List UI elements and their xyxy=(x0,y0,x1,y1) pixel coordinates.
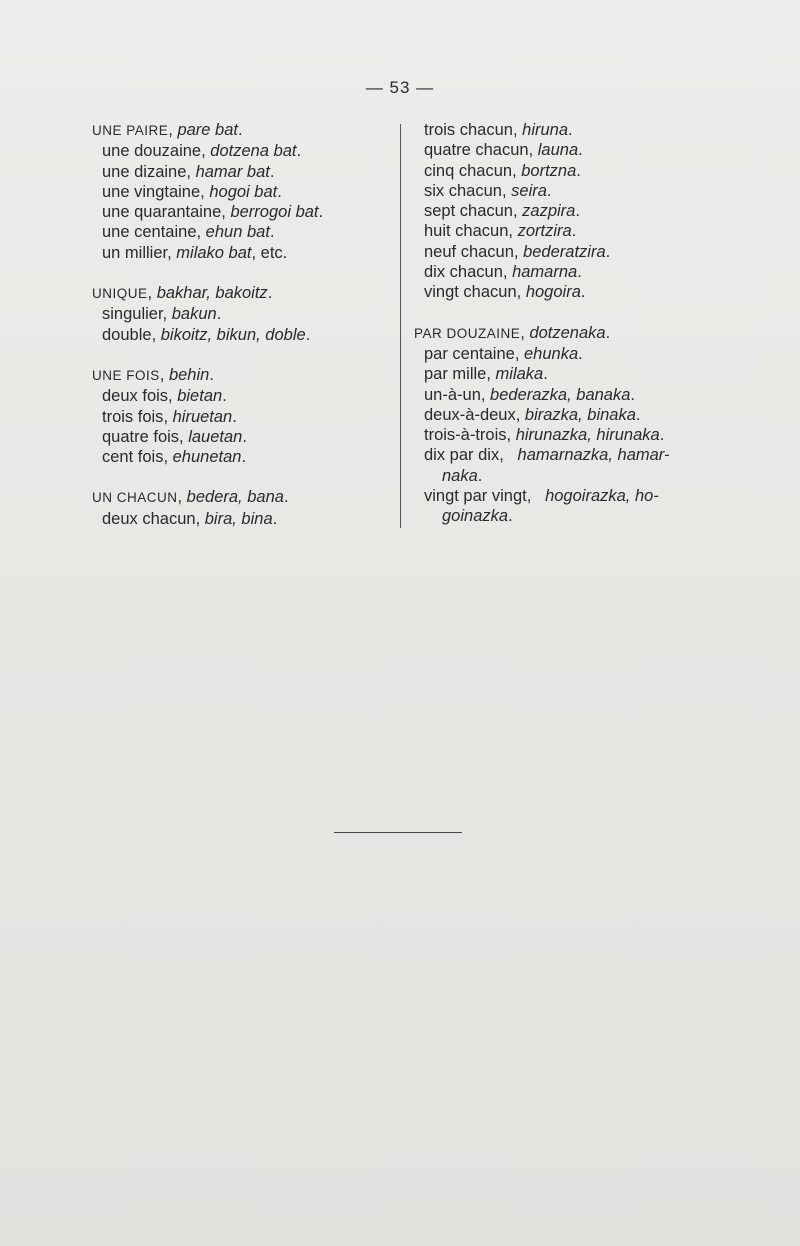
separator: , xyxy=(486,365,496,384)
french-term: deux chacun xyxy=(102,509,196,528)
basque-term: dotzenaka xyxy=(529,323,606,342)
french-term: cinq chacun xyxy=(424,161,513,180)
basque-term: hogoi bat xyxy=(209,182,278,201)
separator: , xyxy=(502,263,513,282)
entry-line xyxy=(414,405,714,425)
entry-line xyxy=(414,425,714,445)
french-term: UNE FOIS xyxy=(92,367,160,383)
french-term: trois fois xyxy=(102,407,164,426)
basque-term: bedera, bana xyxy=(186,488,284,507)
entry-ending: . xyxy=(578,344,583,363)
right-column xyxy=(414,120,714,527)
basque-term: bederatzira xyxy=(523,242,606,261)
entry-line xyxy=(414,221,714,241)
entry-ending: . xyxy=(477,466,483,485)
entry-line xyxy=(92,427,392,447)
entry-ending: . xyxy=(571,222,577,241)
entry-line xyxy=(92,182,392,202)
entry-ending: . xyxy=(216,305,222,324)
separator: , xyxy=(200,182,210,201)
separator: , xyxy=(168,387,178,406)
french-term: trois-à-trois xyxy=(424,426,507,445)
entry-line xyxy=(92,202,392,222)
entry-ending: . xyxy=(508,507,513,526)
entry-ending: . xyxy=(568,121,573,139)
entry-ending: . xyxy=(237,121,243,139)
french-term: trois chacun xyxy=(424,121,513,139)
entry-ending: . xyxy=(267,284,273,303)
separator: , xyxy=(162,305,172,324)
entry-ending: . xyxy=(630,385,635,404)
entry-ending: . xyxy=(578,141,583,160)
basque-term: bakun xyxy=(171,305,217,324)
entry-ending: . xyxy=(296,142,302,161)
entry-line xyxy=(414,282,714,302)
basque-term: bederazka, banaka xyxy=(490,385,631,404)
entry-heading xyxy=(92,283,392,304)
separator: , xyxy=(168,121,178,139)
separator: , xyxy=(186,162,196,181)
page-number: — 53 — xyxy=(365,78,435,97)
entry-ending: . xyxy=(580,283,586,302)
entry-line xyxy=(92,509,392,529)
separator: , xyxy=(520,323,530,342)
separator: , xyxy=(499,446,518,465)
entry-ending: . xyxy=(269,162,275,181)
french-term: une dizaine xyxy=(102,162,187,181)
basque-term: milako bat xyxy=(176,243,252,262)
basque-term: hamar bat xyxy=(195,162,270,181)
french-term: vingt chacun xyxy=(424,283,517,302)
entry-ending: . xyxy=(576,161,581,180)
entry-line xyxy=(92,407,392,427)
entry-line xyxy=(414,445,714,465)
basque-term: hamarna xyxy=(512,263,578,282)
separator: , xyxy=(167,243,177,262)
french-term: sept chacun xyxy=(424,202,513,221)
french-term: deux-à-deux xyxy=(424,405,516,424)
separator: , xyxy=(221,203,231,222)
separator: , xyxy=(480,385,491,404)
entry-ending: . xyxy=(241,448,247,467)
basque-term: bira, bina xyxy=(204,509,273,528)
separator: , xyxy=(515,405,525,424)
separator: , xyxy=(195,509,205,528)
french-term: par mille xyxy=(424,365,487,384)
basque-term: ehunetan xyxy=(172,448,242,467)
basque-term: birazka, binaka xyxy=(524,405,636,424)
entry-line xyxy=(92,447,392,467)
entry-ending: . xyxy=(305,325,311,344)
basque-term: goinazka xyxy=(442,507,509,526)
entry-line xyxy=(92,141,392,161)
entry-line xyxy=(414,364,714,384)
french-term: quatre fois xyxy=(102,427,180,446)
entry-ending: . xyxy=(283,488,289,507)
entry-gap xyxy=(92,467,392,487)
basque-term: ehunka xyxy=(524,344,579,363)
entry-line xyxy=(92,386,392,406)
entry-line xyxy=(92,304,392,324)
entry-ending: . xyxy=(546,181,552,200)
entry-line xyxy=(414,506,714,526)
basque-term: zazpira xyxy=(522,202,576,221)
french-term: huit chacun xyxy=(424,222,509,241)
french-term: une douzaine xyxy=(102,142,202,161)
entry-ending: . xyxy=(577,263,582,282)
french-term: six chacun xyxy=(424,181,502,200)
separator: , xyxy=(528,141,538,160)
basque-term: launa xyxy=(537,141,579,160)
entry-gap xyxy=(414,303,714,323)
separator: , xyxy=(177,488,187,507)
separator: , xyxy=(513,242,524,261)
entry-ending: . xyxy=(659,426,665,445)
separator: , xyxy=(147,284,157,303)
basque-term: hiruetan xyxy=(172,407,233,426)
basque-term: berrogoi bat xyxy=(230,203,319,222)
basque-term: bikoitz, bikun, doble xyxy=(160,325,306,344)
entry-line xyxy=(414,120,714,140)
separator: , xyxy=(201,142,211,161)
entry-line xyxy=(92,325,392,345)
basque-term: milaka xyxy=(495,365,544,384)
basque-term: seira xyxy=(511,181,547,200)
entry-ending: . xyxy=(222,387,227,406)
french-term: une vingtaine xyxy=(102,182,201,201)
french-term: double xyxy=(102,325,152,344)
french-term: quatre chacun xyxy=(424,141,529,160)
separator: , xyxy=(501,181,512,200)
basque-term: bortzna xyxy=(521,161,577,180)
entry-line xyxy=(414,161,714,181)
column-divider xyxy=(400,124,401,528)
entry-line xyxy=(414,242,714,262)
basque-term: behin xyxy=(168,365,210,384)
separator: , xyxy=(506,426,516,445)
french-term: vingt par vingt xyxy=(424,487,527,506)
left-column xyxy=(92,120,392,529)
basque-term: ehun bat xyxy=(205,223,270,242)
basque-term: hamarnazka, hamar- xyxy=(517,446,670,465)
entry-line xyxy=(92,243,392,263)
basque-term: bakhar, bakoitz xyxy=(156,284,268,303)
entry-heading xyxy=(92,487,392,508)
entry-line xyxy=(414,140,714,160)
entry-ending: . xyxy=(269,223,275,242)
entry-ending: . xyxy=(242,427,247,446)
separator: , xyxy=(151,325,161,344)
french-term: UNE PAIRE xyxy=(92,123,169,138)
basque-term: dotzena bat xyxy=(210,142,297,161)
french-term: cent fois xyxy=(102,448,164,467)
entry-line xyxy=(414,344,714,364)
basque-term: pare bat xyxy=(177,121,238,139)
separator: , xyxy=(512,161,522,180)
separator: , xyxy=(163,448,173,467)
separator: , xyxy=(526,487,546,506)
entry-ending: . xyxy=(209,365,214,384)
entry-line xyxy=(92,162,392,182)
entry-heading xyxy=(92,365,392,386)
separator: , xyxy=(179,427,189,446)
basque-term: naka xyxy=(442,466,478,485)
entry-line xyxy=(414,466,714,486)
entry-line xyxy=(414,385,714,405)
french-term: deux fois xyxy=(102,387,169,406)
entry-line xyxy=(414,262,714,282)
entry-heading xyxy=(92,120,392,141)
separator: , xyxy=(159,365,169,384)
entry-ending: . xyxy=(635,405,641,424)
french-term: singulier xyxy=(102,305,163,324)
entry-ending: . xyxy=(272,509,278,528)
basque-term: bietan xyxy=(177,387,223,406)
entry-line xyxy=(414,486,714,506)
basque-term: lauetan xyxy=(188,427,243,446)
basque-term: hogoirazka, ho- xyxy=(545,487,659,506)
entry-gap xyxy=(92,345,392,365)
separator: , xyxy=(512,121,523,139)
entry-line xyxy=(414,181,714,201)
french-term: UN CHACUN xyxy=(92,490,178,506)
separator: , xyxy=(163,407,173,426)
entry-line xyxy=(414,201,714,221)
french-term: PAR DOUZAINE xyxy=(414,325,521,341)
entry-ending: . xyxy=(543,365,548,384)
entry-gap xyxy=(92,263,392,283)
basque-term: hiruna xyxy=(522,121,569,139)
entry-ending: . xyxy=(605,323,611,342)
separator: , xyxy=(196,223,206,242)
entry-ending: . xyxy=(605,242,611,261)
french-term: un-à-un xyxy=(424,385,481,404)
entry-ending: . xyxy=(277,182,282,201)
french-term: dix chacun xyxy=(424,263,503,282)
entry-heading xyxy=(414,323,714,344)
end-rule xyxy=(334,832,462,833)
french-term: neuf chacun xyxy=(424,242,514,261)
entry-ending: . xyxy=(232,407,237,426)
french-term: une centaine xyxy=(102,223,197,242)
basque-term: hogoira xyxy=(525,283,581,302)
french-term: une quarantaine xyxy=(102,203,222,222)
french-term: par centaine xyxy=(424,344,515,363)
basque-term: hirunazka, hirunaka xyxy=(515,426,660,445)
separator: , xyxy=(508,222,518,241)
french-term: un millier xyxy=(102,243,168,262)
french-term: dix par dix xyxy=(424,446,500,465)
entry-ending: . xyxy=(575,202,580,221)
entry-ending: , etc. xyxy=(251,243,288,262)
basque-term: zortzira xyxy=(517,222,572,241)
separator: , xyxy=(516,283,526,302)
entry-line xyxy=(92,222,392,242)
separator: , xyxy=(512,202,523,221)
entry-ending: . xyxy=(318,203,324,222)
separator: , xyxy=(514,344,524,363)
french-term: UNIQUE xyxy=(92,286,148,302)
